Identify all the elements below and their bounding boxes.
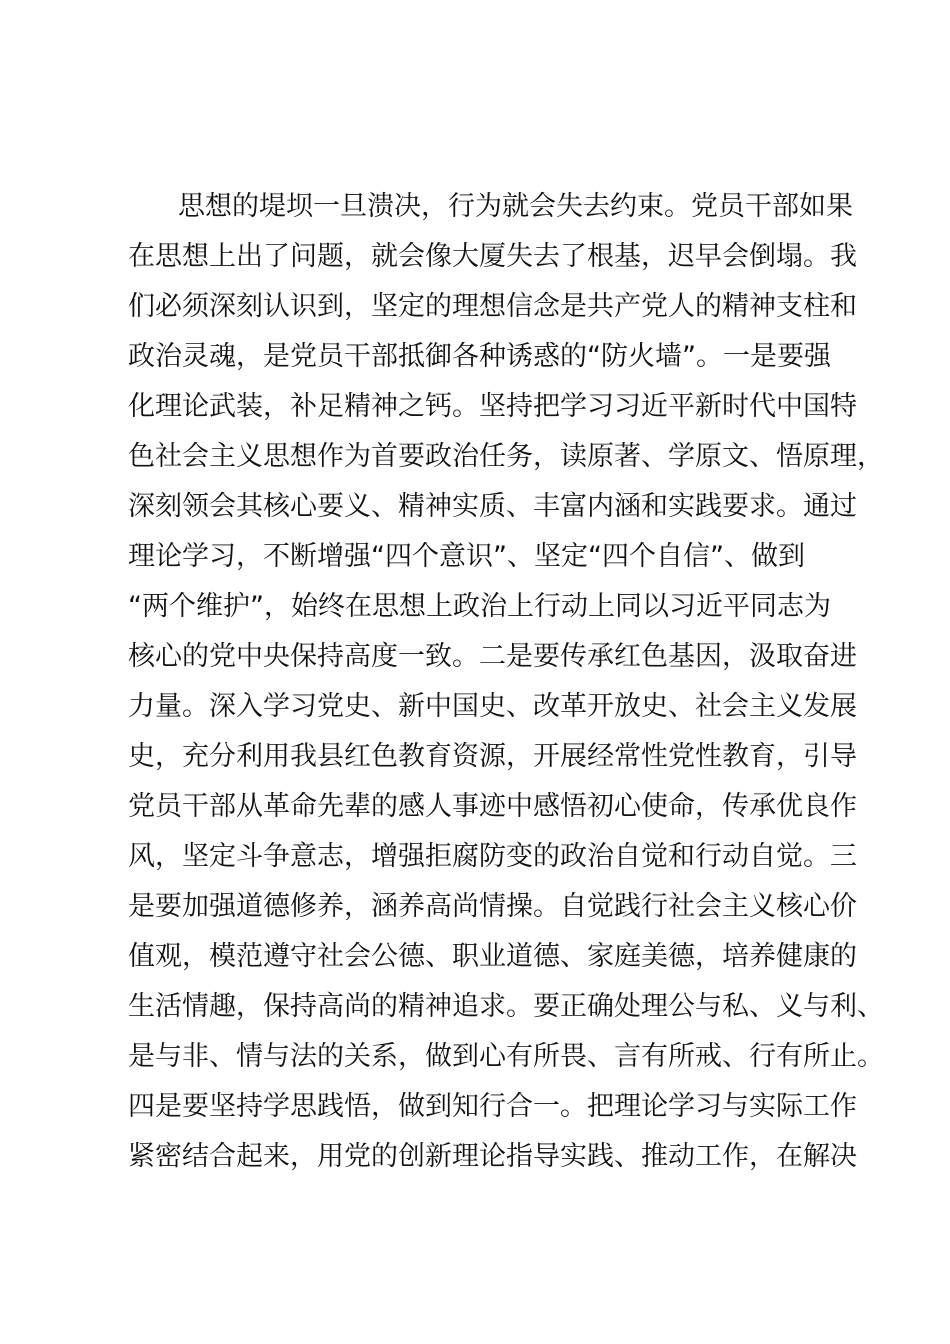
paragraph-line: “两个维护”，始终在思想上政治上行动上同以习近平同志为 [128,591,831,622]
paragraph-line: 紧密结合起来，用党的创新理论指导实践、推动工作，在解决 [128,1141,857,1172]
paragraph-line: 深刻领会其核心要义、精神实质、丰富内涵和实践要求。通过 [128,491,857,522]
paragraph-line: 核心的党中央保持高度一致。二是要传承红色基因，汲取奋进 [128,641,857,672]
paragraph-line: 生活情趣，保持高尚的精神追求。要正确处理公与私、义与利、 [128,991,884,1022]
paragraph-line: 化理论武装，补足精神之钙。坚持把学习习近平新时代中国特 [128,391,857,422]
paragraph-line: 史，充分利用我县红色教育资源，开展经常性党性教育，引导 [128,741,857,772]
paragraph-line: 力量。深入学习党史、新中国史、改革开放史、社会主义发展 [128,691,857,722]
paragraph-line: 色社会主义思想作为首要政治任务，读原著、学原文、悟原理， [128,441,884,472]
paragraph-line: 是要加强道德修养，涵养高尚情操。自觉践行社会主义核心价 [128,891,857,922]
paragraph-line: 党员干部从革命先辈的感人事迹中感悟初心使命，传承优良作 [128,791,857,822]
paragraph-line: 值观，模范遵守社会公德、职业道德、家庭美德，培养健康的 [128,941,857,972]
paragraph-line: 在思想上出了问题，就会像大厦失去了根基，迟早会倒塌。我 [128,241,857,272]
paragraph-line: 风，坚定斗争意志，增强拒腐防变的政治自觉和行动自觉。三 [128,841,857,872]
paragraph-line: 思想的堤坝一旦溃决，行为就会失去约束。党员干部如果 [178,191,853,222]
paragraph-line: 们必须深刻认识到，坚定的理想信念是共产党人的精神支柱和 [128,291,857,322]
paragraph-line: 四是要坚持学思践悟，做到知行合一。把理论学习与实际工作 [128,1091,857,1122]
paragraph-line: 政治灵魂，是党员干部抵御各种诱惑的“防火墙”。一是要强 [128,341,831,372]
paragraph-line: 理论学习，不断增强“四个意识”、坚定“四个自信”、做到 [128,541,805,572]
body-paragraph [128,182,884,1182]
paragraph-line: 是与非、情与法的关系，做到心有所畏、言有所戒、行有所止。 [128,1041,884,1072]
